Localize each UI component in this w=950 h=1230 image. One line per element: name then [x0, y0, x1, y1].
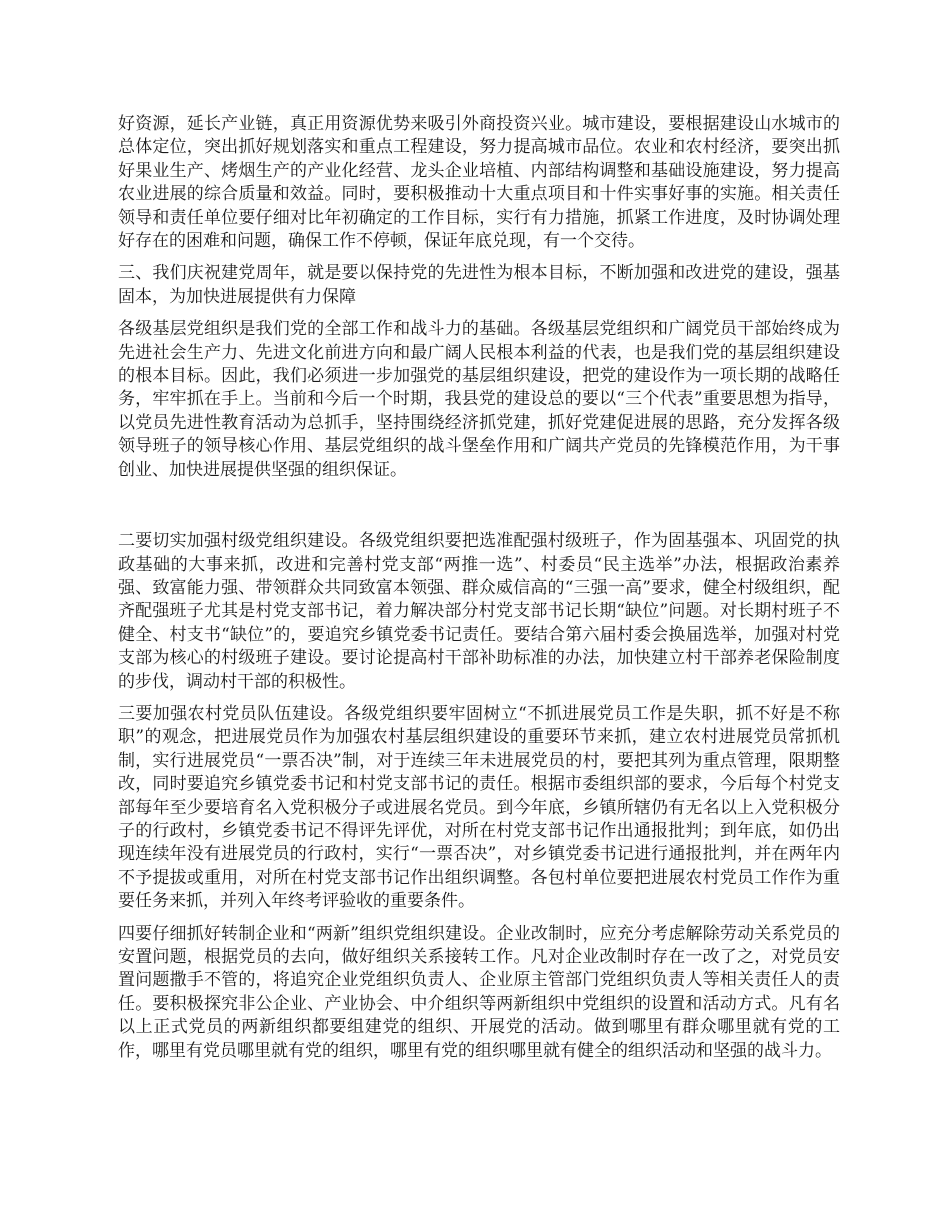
paragraph-village-party-organization: 二要切实加强村级党组织建设。各级党组织要把选准配强村级班子，作为固基强本、巩固党的执政基础的大事来抓，改进和完善村党支部“两推一选”、村委员“民主选举”办法，根据政治素养强、致富能力强、带领群众共同致富本领强、群众威信高的“三强一高”要求，健全村级组织，配齐配强班子尤其是村党支部书记，着力解决部分村党支部书记长期“缺位”问题。对长期村班子不健全、村支书“缺位”的，要追究乡镇党委书记责任。要结合第六届村委会换届选举，加强对村党支部为核心的村级班子建设。要讨论提高村干部补助标准的办法，加快建立村干部养老保险制度的步伐，调动村干部的积极性。: [118, 531, 840, 692]
paragraph-urban-rural-development: 好资源，延长产业链，真正用资源优势来吸引外商投资兴业。城市建设，要根据建设山水城市的总体定位，突出抓好规划落实和重点工程建设，努力提高城市品位。农业和农村经济，要突出抓好果业生产、烤烟生产的产业化经营、龙头企业培植、内部结构调整和基础设施建设，努力提高农业进展的综合质量和效益。同时，要积极推动十大重点项目和十件实事好事的实施。相关责任领导和责任单位要仔细对比年初确定的工作目标，实行有力措施，抓紧工作进度，及时协调处理好存在的困难和问题，确保工作不停顿，保证年底兑现，有一个交待。: [118, 114, 840, 252]
document-body: [118, 113, 840, 1072]
section-heading-three: 三、我们庆祝建党周年，就是要以保持党的先进性为根本目标，不断加强和改进党的建设，强基固本，为加快进展提供有力保障: [118, 263, 840, 307]
paragraph-rural-party-members: 三要加强农村党员队伍建设。各级党组织要牢固树立“不抓进展党员工作是失职，抓不好是不称职”的观念，把进展党员作为加强农村基层组织建设的重要环节来抓，建立农村进展党员常抓机制，实行进展党员“一票否决”制，对于连续三年未进展党员的村，要把其列为重点管理，限期整改，同时要追究乡镇党委书记和村党支部书记的责任。根据市委组织部的要求，今后每个村党支部每年至少要培育名入党积极分子或进展名党员。到今年底，乡镇所辖仍有无名以上入党积极分子的行政村，乡镇党委书记不得评先评优，对所在村党支部书记作出通报批判；到年底，如仍出现连续年没有进展党员的行政村，实行“一票否决”，对乡镇党委书记进行通报批判，并在两年内不予提拔或重用，对所在村党支部书记作出组织调整。各包村单位要把进展农村党员工作作为重要任务来抓，并列入年终考评验收的重要条件。: [118, 703, 840, 912]
paragraph-grassroots-party-organization: 各级基层党组织是我们党的全部工作和战斗力的基础。各级基层党组织和广阔党员干部始终成为先进社会生产力、先进文化前进方向和最广阔人民根本利益的代表，也是我们党的基层组织建设的根本目标。因此，我们必须进一步加强党的基层组织建设，把党的建设作为一项长期的战略任务，牢牢抓在手上。当前和今后一个时期，我县党的建设总的要以“三个代表”重要思想为指导，以党员先进性教育活动为总抓手，坚持围绕经济抓党建，抓好党建促进展的思路，充分发挥各级领导班子的领导核心作用、基层党组织的战斗堡垒作用和广阔共产党员的先锋模范作用，为干事创业、加快进展提供坚强的组织保证。: [118, 319, 840, 480]
blank-gap: [118, 491, 840, 530]
paragraph-restructured-enterprises: 四要仔细抓好转制企业和“两新”组织党组织建设。企业改制时，应充分考虑解除劳动关系党员的安置问题，根据党员的去向，做好组织关系接转工作。凡对企业改制时存在一改了之，对党员安置问题撒手不管的，将追究企业党组织负责人、企业原主管部门党组织负责人等相关责任人的责任。要积极探究非公企业、产业协会、中介组织等两新组织中党组织的设置和活动方式。凡有名以上正式党员的两新组织都要组建党的组织、开展党的活动。做到哪里有群众哪里就有党的工作，哪里有党员哪里就有党的组织，哪里有党的组织哪里就有健全的组织活动和坚强的战斗力。: [118, 923, 840, 1061]
